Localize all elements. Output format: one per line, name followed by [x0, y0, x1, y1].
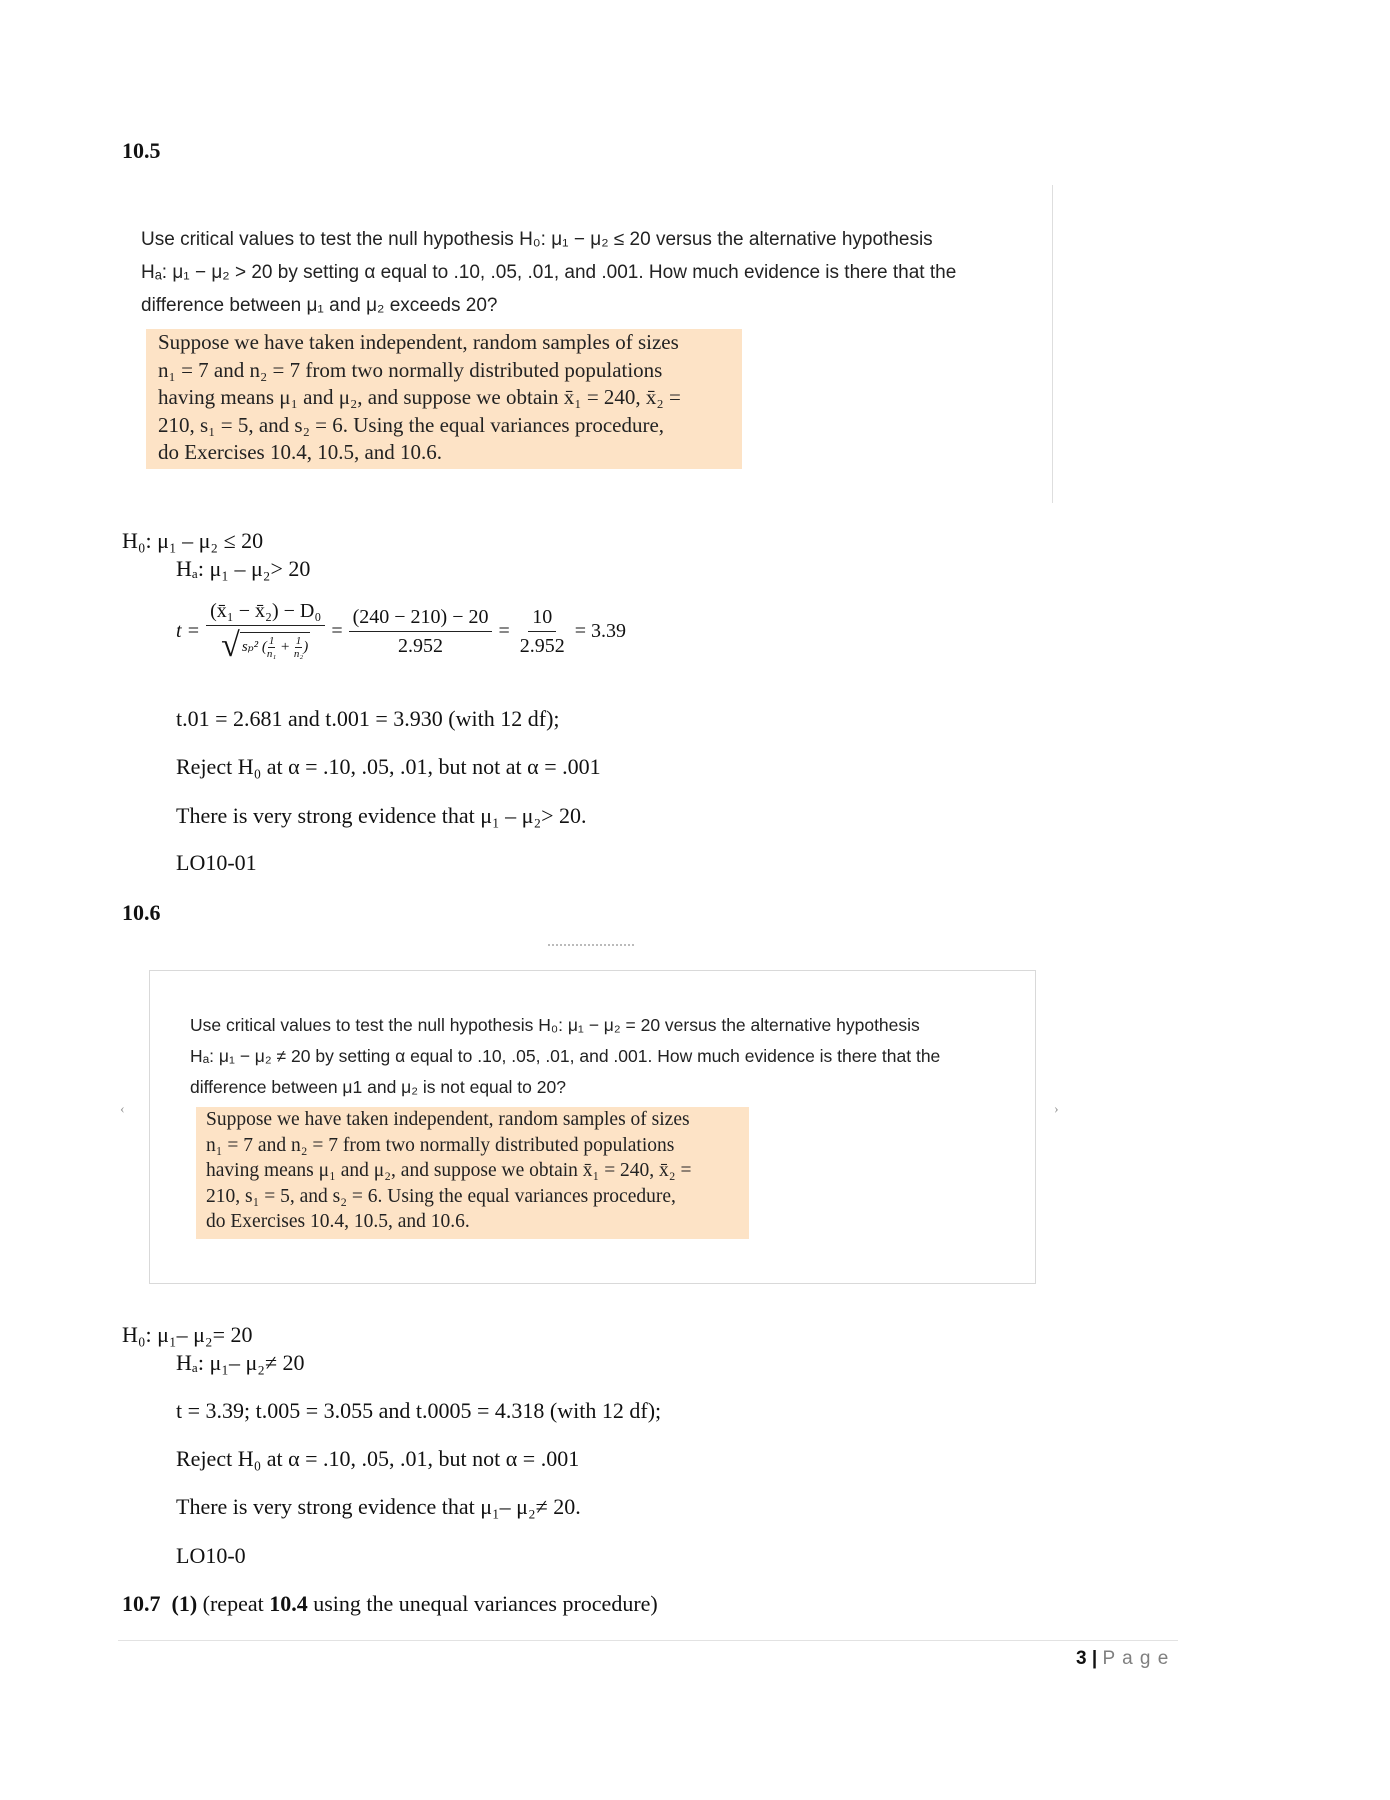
formula-fraction-3 — [516, 606, 569, 658]
formula-numerator-3: 10 — [528, 606, 556, 632]
alternative-hypothesis: Hₐ: μ₁ – μ₂> 20 — [176, 556, 311, 581]
section-text-post: using the unequal variances procedure) — [313, 1591, 658, 1616]
formula-fraction-1 — [206, 600, 325, 663]
learning-objective: LO10-01 — [176, 850, 257, 875]
section-heading-10-7: 10.7 — [122, 1591, 161, 1616]
footer-rule — [118, 1640, 1178, 1641]
question-line-3: difference between μ₁ and μ₂ exceeds 20? — [141, 295, 498, 316]
divider — [548, 944, 634, 946]
formula-t: t = — [176, 620, 201, 642]
section-text-pre: (repeat — [202, 1591, 264, 1616]
n1: n₁ — [266, 648, 277, 660]
inverse-n1 — [267, 635, 276, 660]
question-line-2: Hₐ: μ₁ − μ₂ ≠ 20 by setting α equal to .10, .05, .01, and .001. How much evidence is there that the — [190, 1046, 941, 1066]
box-line: Suppose we have taken independent, random samples of sizes — [206, 1109, 690, 1130]
critical-values: t.01 = 2.681 and t.001 = 3.930 (with 12 df); — [176, 706, 560, 731]
question-line-1: Use critical values to test the null hypothesis H₀: μ₁ − μ₂ ≤ 20 versus the alternative hypothesis — [141, 229, 933, 250]
sqrt-symbol: √ sₚ² ( $\frac{1}{\text{n₁}}$ + $\frac{1}{\text{n₂}}$ ) — [221, 627, 309, 664]
chevron-right-icon[interactable]: › — [1054, 1102, 1059, 1117]
question-line-2: Hₐ: μ₁ − μ₂ > 20 by setting α equal to .10, .05, .01, and .001. How much evidence is there that the — [141, 262, 957, 283]
one: 1 — [295, 635, 302, 647]
part-label: (1) — [171, 1591, 198, 1616]
chevron-left-icon[interactable]: ‹ — [120, 1102, 125, 1117]
learning-objective: LO10-0 — [176, 1543, 246, 1568]
box-line: n₁ = 7 and n₂ = 7 from two normally distributed populations — [158, 357, 663, 382]
evidence-statement: There is very strong evidence that μ₁ – μ₂> 20. — [176, 803, 587, 828]
page-separator: | — [1091, 1648, 1098, 1669]
box-line: having means μ₁ and μ₂, and suppose we obtain x̄₁ = 240, x̄₂ = — [206, 1160, 692, 1181]
page-number: 3 — [1076, 1648, 1087, 1669]
reject-statement: Reject H₀ at α = .10, .05, .01, but not at α = .001 — [176, 754, 601, 779]
section-10-7 — [122, 1591, 658, 1617]
screenshot-border — [1052, 185, 1053, 503]
test-statistics: t = 3.39; t.005 = 3.055 and t.0005 = 4.318 (with 12 df); — [176, 1398, 662, 1423]
evidence-statement: There is very strong evidence that μ₁– μ₂≠ 20. — [176, 1494, 581, 1519]
box-line: do Exercises 10.4, 10.5, and 10.6. — [206, 1211, 470, 1232]
formula-denominator-2: 2.952 — [398, 634, 444, 657]
formula-numerator-2: (240 − 210) − 20 — [349, 606, 493, 632]
page-label: P a g e — [1102, 1648, 1170, 1669]
page-footer — [1076, 1648, 1169, 1670]
box-line: having means μ₁ and μ₂, and suppose we obtain x̄₁ = 240, x̄₂ = — [158, 385, 681, 409]
t-statistic-formula — [176, 600, 626, 663]
reference-exercise: 10.4 — [269, 1591, 308, 1616]
box-line: 210, s₁ = 5, and s₂ = 6. Using the equal variances procedure, — [206, 1185, 676, 1207]
question-10-5 — [141, 223, 956, 322]
box-line: do Exercises 10.4, 10.5, and 10.6. — [158, 440, 443, 464]
pooled-variance: sₚ² — [241, 638, 259, 655]
formula-denominator-1 — [217, 626, 314, 663]
null-hypothesis: H₀: μ₁– μ₂= 20 — [122, 1322, 253, 1347]
section-heading-10-6: 10.6 — [122, 900, 161, 925]
section-heading-10-5: 10.5 — [122, 138, 161, 163]
equals-sign: = — [498, 620, 510, 642]
n2: n₂ — [293, 648, 304, 660]
formula-denominator-3: 2.952 — [519, 634, 565, 657]
inverse-n2 — [294, 635, 303, 660]
question-10-6 — [190, 1010, 940, 1103]
formula-result: = 3.39 — [574, 620, 627, 642]
question-line-1: Use critical values to test the null hypothesis H₀: μ₁ − μ₂ = 20 versus the alternative hypothesis — [190, 1015, 920, 1035]
problem-context-box — [196, 1107, 749, 1239]
formula-numerator-1: (x̄₁ − x̄₂) − D₀ — [206, 600, 325, 626]
alternative-hypothesis: Hₐ: μ₁– μ₂≠ 20 — [176, 1350, 305, 1375]
problem-context-box — [146, 329, 742, 469]
reject-statement: Reject H₀ at α = .10, .05, .01, but not α = .001 — [176, 1446, 580, 1471]
null-hypothesis: H₀: μ₁ – μ₂ ≤ 20 — [122, 528, 264, 553]
formula-fraction-2 — [349, 606, 493, 658]
box-line: 210, s₁ = 5, and s₂ = 6. Using the equal variances procedure, — [158, 412, 665, 437]
equals-sign: = — [331, 620, 343, 642]
box-line: Suppose we have taken independent, random samples of sizes — [158, 330, 679, 354]
pooled-variance-expr: sₚ² ( $\frac{1}{\text{n₁}}$ + $\frac{1}{\text{n₂}}$ ) — [240, 632, 310, 660]
one: 1 — [268, 635, 275, 647]
question-line-3: difference between μ1 and μ₂ is not equal to 20? — [190, 1077, 566, 1097]
box-line: n₁ = 7 and n₂ = 7 from two normally distributed populations — [206, 1134, 675, 1156]
